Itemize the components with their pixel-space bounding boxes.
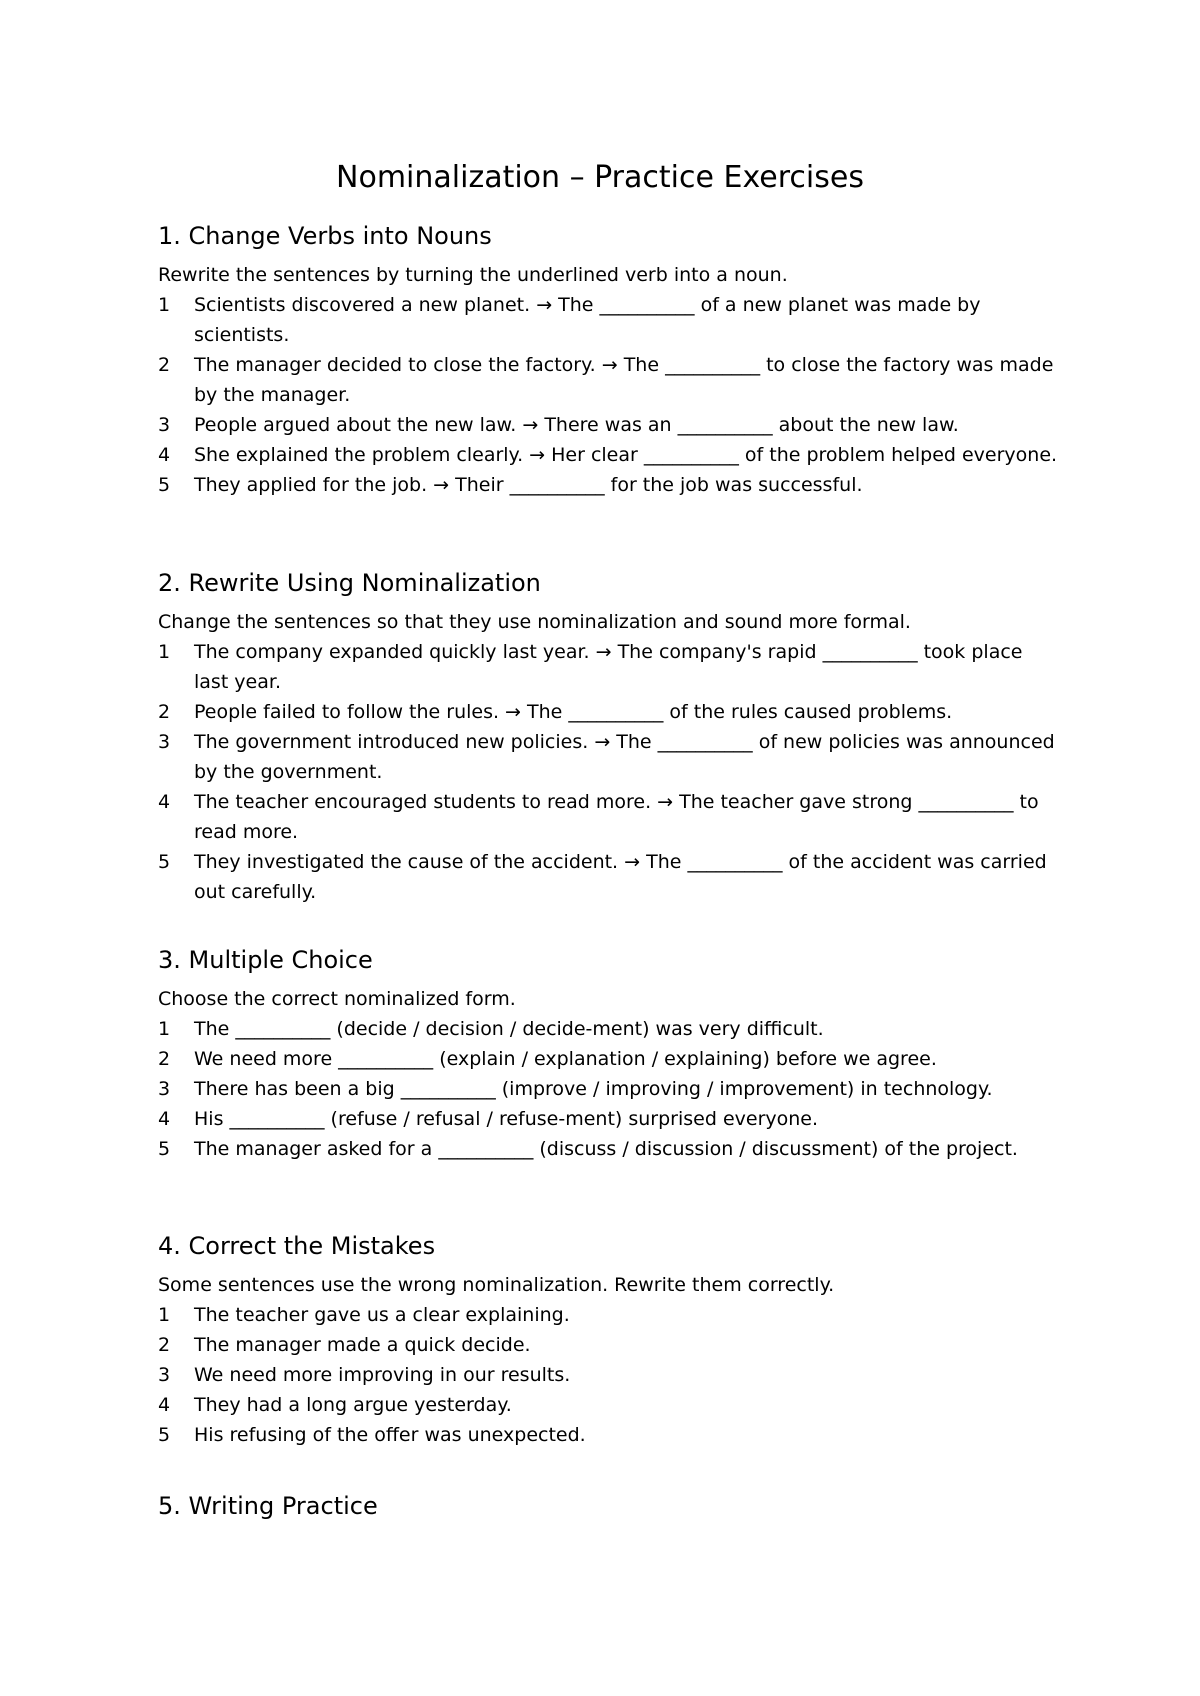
section-heading: 2. Rewrite Using Nominalization — [158, 569, 541, 597]
item-text: Scientists discovered a new planet. → The __________ of a new planet was made by scientists. — [194, 294, 981, 346]
item-text: They investigated the cause of the accident. → The __________ of the accident was carried out carefully. — [194, 851, 1047, 903]
item-text: The manager made a quick decide. — [194, 1334, 531, 1356]
item-text: The manager decided to close the factory. → The __________ to close the factory was made by the manager. — [194, 354, 1054, 406]
item-text: We need more __________ (explain / explanation / explaining) before we agree. — [194, 1048, 937, 1070]
list-item — [158, 1104, 1058, 1134]
list-item — [158, 637, 1058, 697]
item-number: 2 — [158, 701, 171, 723]
item-text: We need more improving in our results. — [194, 1364, 571, 1386]
section-writing-practice — [158, 1490, 1058, 1522]
section-heading: 5. Writing Practice — [158, 1492, 378, 1520]
section-heading: 3. Multiple Choice — [158, 946, 373, 974]
section-instructions: Some sentences use the wrong nominalization. Rewrite them correctly. — [158, 1274, 835, 1296]
exercise-list — [158, 290, 1058, 500]
section-rewrite — [158, 567, 1058, 907]
list-item — [158, 1420, 1058, 1450]
list-item — [158, 727, 1058, 787]
item-text: People failed to follow the rules. → The __________ of the rules caused problems. — [194, 701, 953, 723]
list-item — [158, 1300, 1058, 1330]
item-text: They applied for the job. → Their __________ for the job was successful. — [194, 474, 863, 496]
item-number: 5 — [158, 474, 171, 496]
item-text: The teacher gave us a clear explaining. — [194, 1304, 570, 1326]
item-number: 1 — [158, 641, 171, 663]
item-text: There has been a big __________ (improve / improving / improvement) in technology. — [194, 1078, 993, 1100]
list-item — [158, 787, 1058, 847]
item-number: 1 — [158, 294, 171, 316]
section-multiple-choice — [158, 944, 1058, 1164]
list-item — [158, 470, 1058, 500]
list-item — [158, 410, 1058, 440]
item-number: 1 — [158, 1304, 171, 1326]
section-heading: 4. Correct the Mistakes — [158, 1232, 436, 1260]
item-number: 3 — [158, 731, 171, 753]
list-item — [158, 1390, 1058, 1420]
list-item — [158, 1134, 1058, 1164]
list-item — [158, 1330, 1058, 1360]
item-number: 5 — [158, 851, 171, 873]
section-change-verbs — [158, 220, 1058, 500]
exercise-list — [158, 1300, 1058, 1450]
page-title: Nominalization – Practice Exercises — [336, 160, 864, 195]
list-item — [158, 697, 1058, 727]
item-number: 5 — [158, 1424, 171, 1446]
section-instructions: Change the sentences so that they use nominalization and sound more formal. — [158, 611, 911, 633]
item-text: The government introduced new policies. → The __________ of new policies was announced by the government. — [194, 731, 1055, 783]
item-number: 3 — [158, 1364, 171, 1386]
list-item — [158, 440, 1058, 470]
exercise-list — [158, 1014, 1058, 1164]
list-item — [158, 1044, 1058, 1074]
item-text: The manager asked for a __________ (discuss / discussion / discussment) of the project. — [194, 1138, 1018, 1160]
section-instructions: Rewrite the sentences by turning the underlined verb into a noun. — [158, 264, 788, 286]
item-text: The __________ (decide / decision / decide-ment) was very difficult. — [194, 1018, 824, 1040]
item-text: They had a long argue yesterday. — [194, 1394, 512, 1416]
item-text: The teacher encouraged students to read more. → The teacher gave strong __________ to read more. — [194, 791, 1039, 843]
item-text: She explained the problem clearly. → Her clear __________ of the problem helped everyone. — [194, 444, 1058, 466]
section-correct-mistakes — [158, 1230, 1058, 1450]
list-item — [158, 350, 1058, 410]
item-number: 1 — [158, 1018, 171, 1040]
item-text: The company expanded quickly last year. → The company's rapid __________ took place last year. — [194, 641, 1023, 693]
list-item — [158, 1360, 1058, 1390]
item-number: 2 — [158, 1048, 171, 1070]
item-number: 3 — [158, 1078, 171, 1100]
section-heading: 1. Change Verbs into Nouns — [158, 222, 492, 250]
exercise-list — [158, 637, 1058, 907]
list-item — [158, 290, 1058, 350]
item-number: 5 — [158, 1138, 171, 1160]
item-text: His refusing of the offer was unexpected. — [194, 1424, 586, 1446]
item-number: 4 — [158, 791, 171, 813]
list-item — [158, 1014, 1058, 1044]
item-number: 2 — [158, 1334, 171, 1356]
list-item — [158, 1074, 1058, 1104]
section-instructions: Choose the correct nominalized form. — [158, 988, 516, 1010]
list-item — [158, 847, 1058, 907]
item-number: 2 — [158, 354, 171, 376]
item-number: 3 — [158, 414, 171, 436]
item-number: 4 — [158, 1394, 171, 1416]
item-text: His __________ (refuse / refusal / refuse-ment) surprised everyone. — [194, 1108, 819, 1130]
item-number: 4 — [158, 444, 171, 466]
item-number: 4 — [158, 1108, 171, 1130]
item-text: People argued about the new law. → There was an __________ about the new law. — [194, 414, 959, 436]
